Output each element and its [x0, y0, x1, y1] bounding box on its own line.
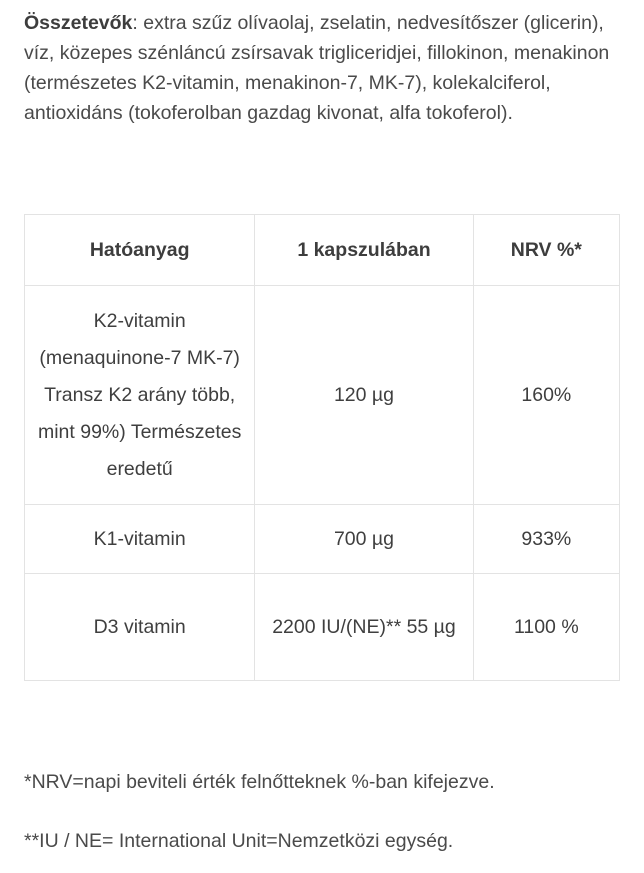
- ingredients-label: Összetevők: [24, 12, 133, 34]
- amount-cell: 700 µg: [255, 505, 473, 574]
- ingredients-paragraph: [24, 8, 624, 128]
- ingredient-cell: K2-vitamin (menaquinone-7 MK-7) Transz K2 arány több, mint 99%) Természetes eredetű: [25, 286, 255, 505]
- nrv-cell: 933%: [473, 505, 619, 574]
- table-row: [25, 505, 620, 574]
- ingredient-cell: K1-vitamin: [25, 505, 255, 574]
- nutrition-table: [24, 214, 620, 681]
- footnote-iu: **IU / NE= International Unit=Nemzetközi egység.: [24, 830, 454, 852]
- header-active-ingredient: Hatóanyag: [25, 215, 255, 286]
- amount-cell: 2200 IU/(NE)** 55 µg: [255, 574, 473, 681]
- amount-cell: 120 µg: [255, 286, 473, 505]
- header-nrv: NRV %*: [473, 215, 619, 286]
- table-header-row: [25, 215, 620, 286]
- nrv-cell: 160%: [473, 286, 619, 505]
- footnote-nrv: *NRV=napi beviteli érték felnőtteknek %-ban kifejezve.: [24, 771, 495, 793]
- table-row: [25, 574, 620, 681]
- table-row: [25, 286, 620, 505]
- ingredient-cell: D3 vitamin: [25, 574, 255, 681]
- header-per-capsule: 1 kapszulában: [255, 215, 473, 286]
- ingredients-text: : extra szűz olívaolaj, zselatin, nedvesítőszer (glicerin), víz, közepes szénláncú zsírsavak trigliceridjei, fillokinon, menakinon (természetes K2-vitamin, menakinon-7, MK-7), kolekalciferol, antioxidáns (tokoferolban gazdag kivonat, alfa tokoferol).: [24, 12, 610, 124]
- nrv-cell: 1100 %: [473, 574, 619, 681]
